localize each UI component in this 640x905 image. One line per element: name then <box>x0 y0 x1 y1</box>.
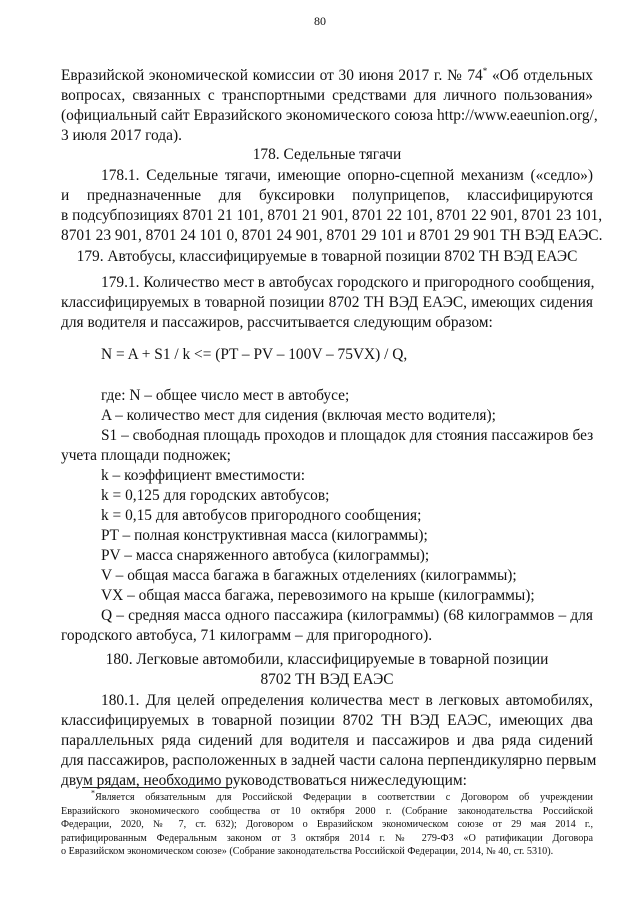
formula-legend <box>61 386 593 646</box>
s180-heading-line-2: 8702 ТН ВЭД ЕАЭС <box>260 671 394 688</box>
s179-line-2: классифицируемых в товарной позиции 8702 ТН ВЭД ЕАЭС, имеющих сидения <box>61 294 593 311</box>
footnote-line-2: Евразийского экономического сообщества от 10 октября 2000 г. (Собрание законодательства Российской <box>61 805 593 817</box>
footnote-divider <box>82 787 232 788</box>
legend-pt: PT – полная конструктивная масса (килограммы); <box>101 527 428 544</box>
section-178-heading: 178. Седельные тягачи <box>252 146 402 163</box>
intro-paragraph <box>61 65 598 146</box>
footnote-line-1: *Является обязательным для Российской Федерации в соответствии с Договором об учреждении <box>91 788 593 803</box>
section-180-paragraph <box>61 691 597 791</box>
section-178-paragraph <box>61 166 603 246</box>
s178-line-4: 8701 23 901, 8701 24 101 0, 8701 24 901, 8701 29 101 и 8701 29 901 ТН ВЭД ЕАЭС. <box>61 227 603 244</box>
s180-line-3: параллельных ряда сидений для водителя и пассажиров и два ряда сидений <box>61 732 593 749</box>
s180-heading-line-1: 180. Легковые автомобили, классифицируемые в товарной позиции <box>105 651 549 668</box>
section-179-paragraph <box>61 273 593 333</box>
section-179-heading: 179. Автобусы, классифицируемые в товарной позиции 8702 ТН ВЭД ЕАЭС <box>76 248 578 265</box>
s180-line-1: 180.1. Для целей определения количества мест в легковых автомобилях, <box>101 692 593 709</box>
footnote-line-3: Федерации, 2020, № 7, ст. 632); Договором о Евразийском экономическом союзе от 29 мая 2014 г., <box>61 819 593 830</box>
footnote <box>61 788 593 859</box>
s180-line-2: классифицируемых в товарной позиции 8702 ТН ВЭД ЕАЭС, имеющих два <box>61 712 593 729</box>
intro-line-1: Евразийской экономической комиссии от 30 июня 2017 г. № 74* «Об отдельных <box>61 65 593 84</box>
legend-q-cont: городского автобуса, 71 килограмм – для пригородного). <box>61 627 433 644</box>
s178-line-3: в подсубпозициях 8701 21 101, 8701 21 901, 8701 22 101, 8701 22 901, 8701 23 101, <box>61 207 603 224</box>
s178-line-1: 178.1. Седельные тягачи, имеющие опорно-сцепной механизм («седло») <box>101 167 593 184</box>
s180-line-5: двум рядам, необходимо руководствоваться нижеследующим: <box>61 772 467 789</box>
seat-formula: N = A + S1 / k <= (PT – PV – 100V – 75VX) / Q, <box>101 346 408 363</box>
legend-s1-cont: учета площади подножек; <box>61 447 231 464</box>
footnote-line-5: о Евразийском экономическом союзе» (Собрание законодательства Российской Федерации, 2014, № 40, ст. 5310). <box>61 846 554 857</box>
intro-line-2: вопросах, связанных с транспортными средствами для личного пользования» <box>61 87 593 104</box>
intro-line-4: 3 июля 2017 года). <box>61 127 182 144</box>
legend-vx: VX – общая масса багажа, перевозимого на крыше (килограммы); <box>101 587 535 604</box>
s179-line-1: 179.1. Количество мест в автобусах городского и пригородного сообщения, <box>101 274 595 291</box>
legend-q: Q – средняя масса одного пассажира (килограммы) (68 килограммов – для <box>101 607 593 624</box>
footnote-line-4: ратифицированным Федеральным законом от 3 октября 2014 г. № 279-ФЗ «О ратификации Договора <box>61 832 593 844</box>
legend-a: A – количество мест для сидения (включая место водителя); <box>101 407 496 424</box>
legend-n: где: N – общее число мест в автобусе; <box>101 387 350 404</box>
page-number: 80 <box>314 14 326 28</box>
s180-line-4: для пассажиров, расположенных в задней части салона перпендикулярно первым <box>61 752 597 769</box>
legend-v: V – общая масса багажа в багажных отделениях (килограммы); <box>101 567 517 584</box>
footnote-star: * <box>91 788 95 798</box>
legend-k-city: k = 0,125 для городских автобусов; <box>101 487 330 504</box>
s179-line-3: для водителя и пассажиров, рассчитывается следующим образом: <box>61 314 493 331</box>
legend-k-suburban: k = 0,15 для автобусов пригородного сообщения; <box>101 507 422 524</box>
legend-k: k – коэффициент вместимости: <box>101 467 306 484</box>
intro-line-3: (официальный сайт Евразийского экономического союза http://www.eaeunion.org/, <box>61 107 598 124</box>
s178-line-2: и предназначенные для буксировки полуприцепов, классифицируются <box>61 187 593 204</box>
legend-s1: S1 – свободная площадь проходов и площадок для стояния пассажиров без <box>101 427 594 444</box>
section-180-heading <box>61 650 593 690</box>
legend-pv: PV – масса снаряженного автобуса (килограммы); <box>101 547 430 564</box>
footnote-mark: * <box>482 65 488 76</box>
